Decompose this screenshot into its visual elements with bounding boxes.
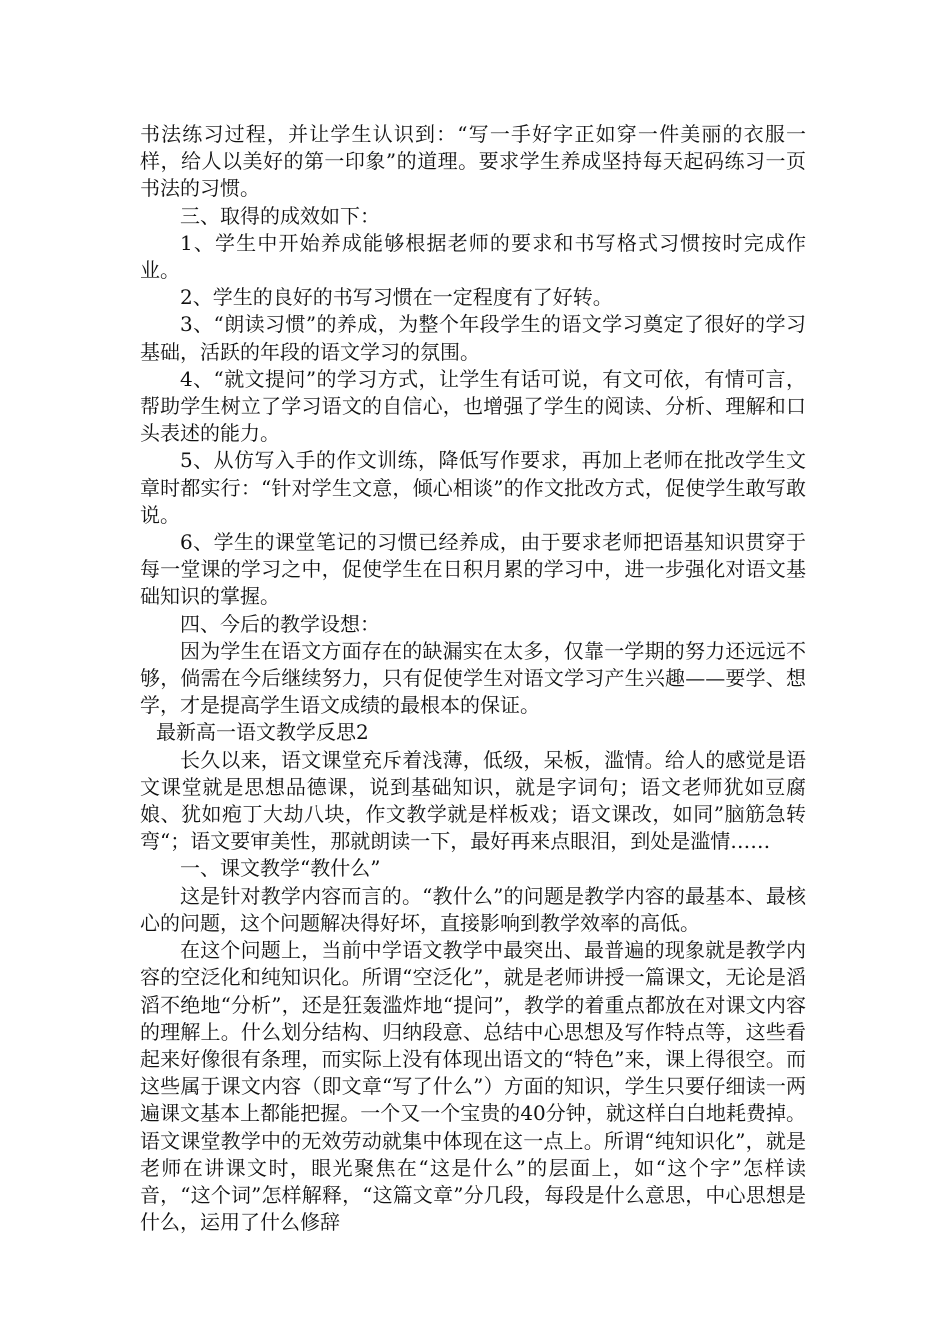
section-heading-what-to-teach: 一、课文教学“教什么” (180, 856, 381, 881)
intro-paragraph: 长久以来，语文课堂充斥着浅薄，低级，呆板，滥情。给人的感觉是语文课堂就是思想品德课，说到基础知识，就是字词句；语文老师犹如豆腐娘、犹如疱丁大劫八块，作文教学就是样板戏；语文课改，如同”脑筋急转弯“；语文要审美性，那就朗读一下，最好再来点眼泪，到处是滥情…… (140, 747, 806, 854)
article-title-2: 最新高一语文教学反思2 (156, 720, 369, 745)
result-item-3: 3、“朗读习惯”的养成，为整个年段学生的语文学习奠定了很好的学习基础，活跃的年段的语文学习的氛围。 (140, 312, 806, 364)
result-item-4: 4、“就文提问”的学习方式，让学生有话可说，有文可依，有情可言，帮助学生树立了学习语文的自信心，也增强了学生的阅读、分析、理解和口头表述的能力。 (140, 366, 806, 446)
result-item-5: 5、从仿写入手的作文训练，降低写作要求，再加上老师在批改学生文章时都实行：“针对学生文意，倾心相谈”的作文批改方式，促使学生敢写敢说。 (140, 448, 806, 527)
document-body (140, 121, 806, 1236)
result-item-1: 1、学生中开始养成能够根据老师的要求和书写格式习惯按时完成作业。 (140, 230, 806, 283)
result-item-2: 2、学生的良好的书写习惯在一定程度有了好转。 (180, 285, 613, 310)
paragraph-continuation: 书法练习过程，并让学生认识到：“写一手好字正如穿一件美丽的衣服一样，给人以美好的第一印象”的道理。要求学生养成坚持每天起码练习一页书法的习惯。 (140, 122, 806, 201)
plans-paragraph: 因为学生在语文方面存在的缺漏实在太多，仅靠一学期的努力还远远不够，倘需在今后继续努力，只有促使学生对语文学习产生兴趣——要学、想学，才是提高学生语文成绩的最根本的保证。 (140, 638, 806, 718)
section-heading-results: 三、取得的成效如下： (180, 203, 380, 228)
section-heading-plans: 四、今后的教学设想： (180, 611, 380, 636)
result-item-6: 6、学生的课堂笔记的习惯已经养成，由于要求老师把语基知识贯穿于每一堂课的学习之中，促使学生在日积月累的学习中，进一步强化对语文基础知识的掌握。 (140, 530, 806, 609)
teaching-content-paragraph: 这是针对教学内容而言的。“教什么”的问题是教学内容的最基本、最核心的问题，这个问题解决得好坏，直接影响到教学效率的高低。 (140, 883, 806, 935)
teaching-problem-paragraph: 在这个问题上，当前中学语文教学中最突出、最普遍的现象就是教学内容的空泛化和纯知识化。所谓“空泛化”，就是老师讲授一篇课文，无论是滔滔不绝地“分析”，还是狂轰滥炸地“提问”，教学的着重点都放在对课文内容的理解上。什么划分结构、归纳段意、总结中心思想及写作特点等，这些看起来好像很有条理，而实际上没有体现出语文的“特色”来，课上得很空。而这些属于课文内容（即文章“写了什么”）方面的知识，学生只要仔细读一两遍课文基本上都能把握。一个又一个宝贵的40分钟，就这样白白地耗费掉。语文课堂教学中的无效劳动就集中体现在这一点上。所谓“纯知识化”，就是老师在讲课文时，眼光聚焦在“这是什么”的层面上，如“这个字”怎样读音，“这个词”怎样解释，“这篇文章”分几段，每段是什么意思，中心思想是什么，运用了什么修辞 (140, 938, 806, 1235)
